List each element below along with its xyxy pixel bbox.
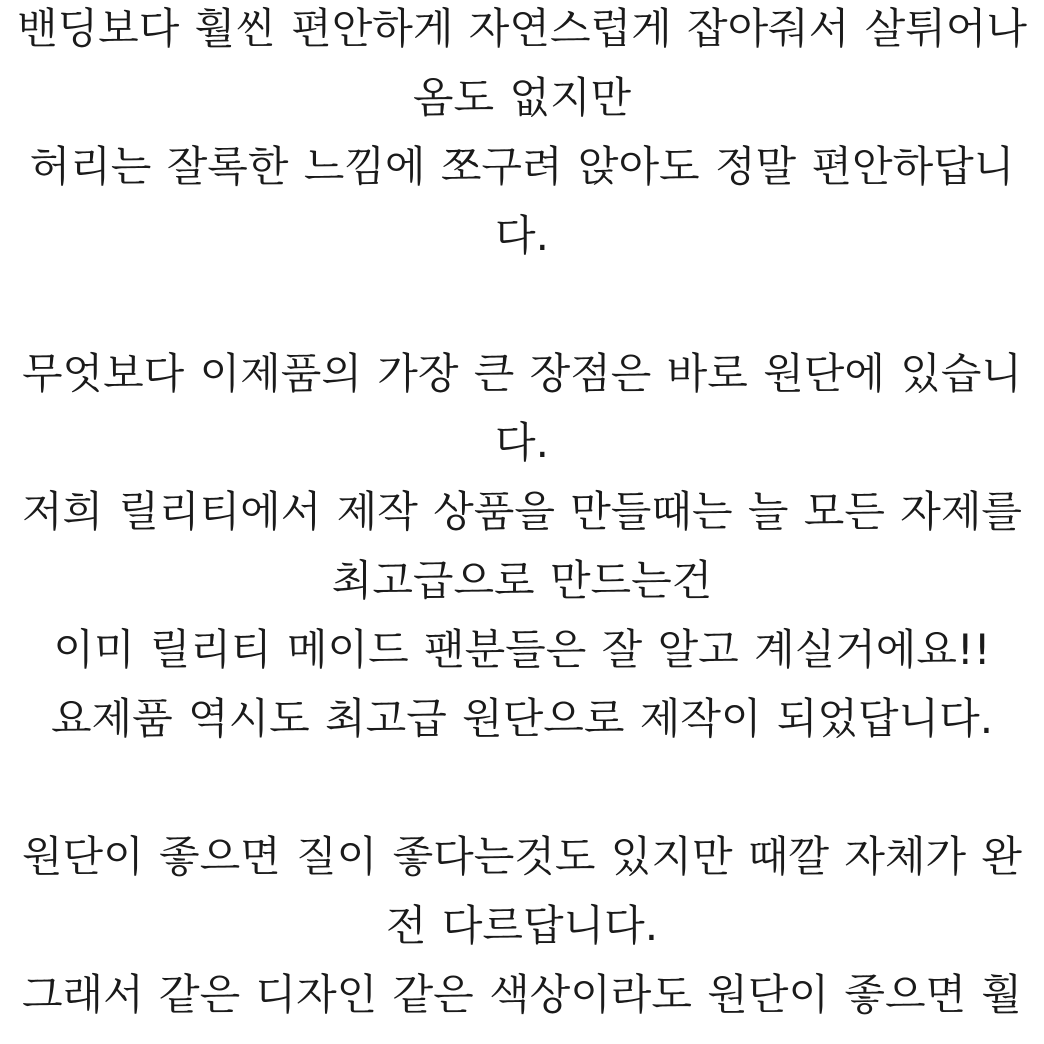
text-line: 다.: [495, 418, 549, 467]
text-line: 저희 릴리티에서 제작 상품을 만들때는 늘 모든 자제를: [21, 487, 1023, 536]
text-line: 무엇보다 이제품의 가장 큰 장점은 바로 원단에 있습니: [21, 349, 1023, 398]
text-line: 이미 릴리티 메이드 팬분들은 잘 알고 계실거에요!!: [53, 625, 991, 674]
blank-line: [0, 753, 1044, 822]
text-line: 최고급으로 만드는건: [331, 556, 713, 605]
text-line: 밴딩보다 훨씬 편안하게 자연스럽게 잡아줘서 살튀어나: [17, 4, 1027, 53]
text-line: 그래서 같은 디자인 같은 색상이라도 원단이 좋으면 훨: [21, 970, 1023, 1019]
text-line: 허리는 잘록한 느낌에 쪼구려 앉아도 정말 편안하답니: [29, 142, 1015, 191]
text-line: 다.: [495, 211, 549, 260]
blank-line: [0, 270, 1044, 339]
text-line: 옴도 없지만: [412, 73, 632, 122]
text-line: 전 다르답니다.: [385, 901, 659, 950]
text-line: 요제품 역시도 최고급 원단으로 제작이 되었답니다.: [50, 694, 994, 743]
text-line: 원단이 좋으면 질이 좋다는것도 있지만 때깔 자체가 완: [21, 832, 1023, 881]
